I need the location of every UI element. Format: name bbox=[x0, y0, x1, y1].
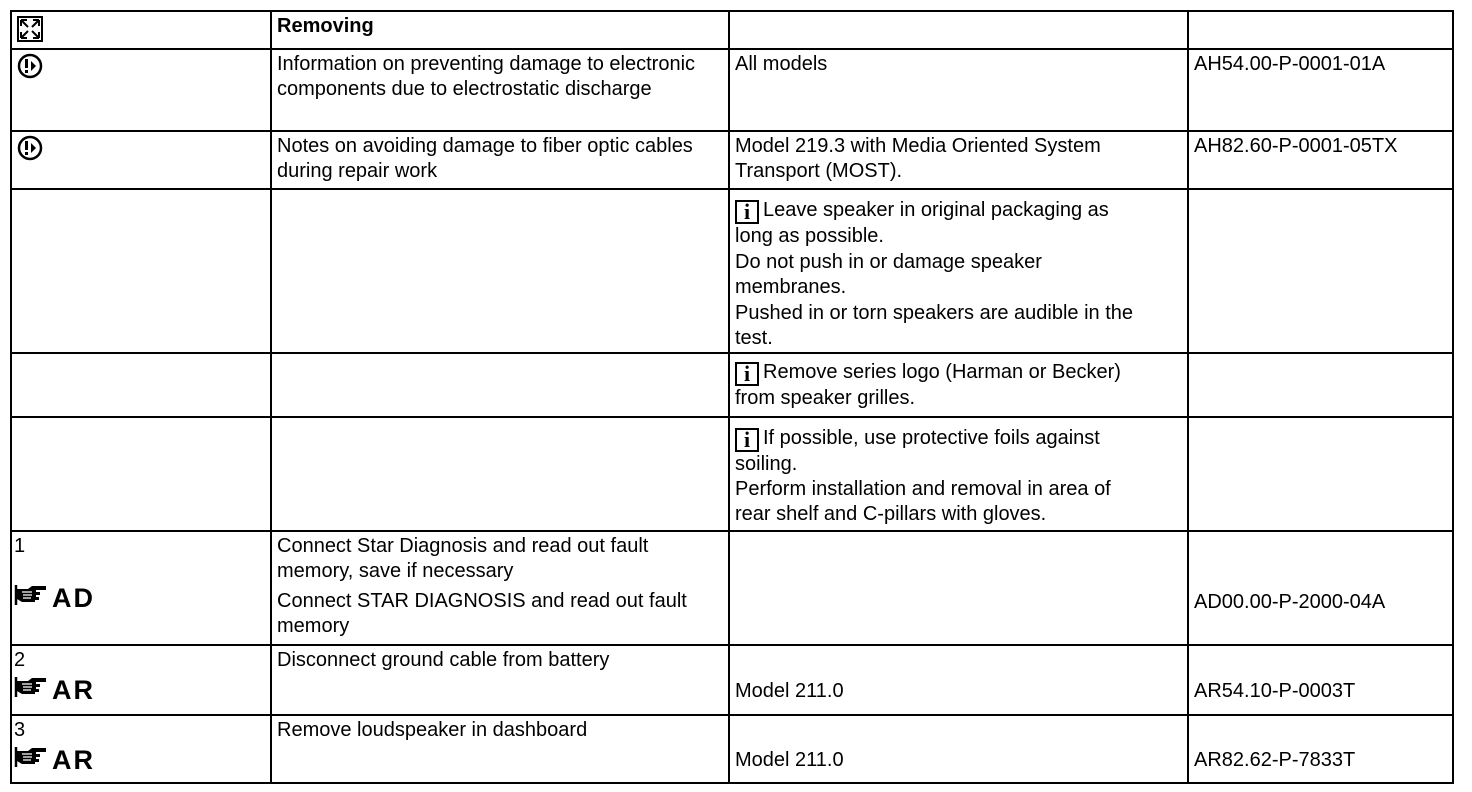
cell-applicability: Model 219.3 with Media Oriented System Transport (MOST). bbox=[730, 132, 1189, 188]
note-line bbox=[735, 360, 1182, 386]
reference-link[interactable]: AH82.60-P-0001-05TX bbox=[1189, 132, 1454, 188]
table-row bbox=[12, 12, 1454, 50]
reference-link[interactable]: AR82.62-P-7833T bbox=[1194, 749, 1356, 771]
cell-note bbox=[730, 190, 1189, 352]
reference-link[interactable]: AR54.10-P-0003T bbox=[1194, 680, 1356, 702]
table-row bbox=[12, 418, 1454, 532]
cell bbox=[12, 418, 272, 530]
cell bbox=[272, 190, 730, 352]
pointing-hand-icon bbox=[14, 581, 48, 614]
ref-marker[interactable] bbox=[14, 743, 265, 776]
ref-code: AR bbox=[52, 744, 95, 775]
info-icon: i bbox=[735, 428, 759, 452]
caution-icon bbox=[17, 135, 43, 168]
step-text: Connect Star Diagnosis and read out fault memory, save if necessary bbox=[277, 535, 649, 582]
procedure-table bbox=[10, 10, 1454, 784]
cell-description bbox=[272, 532, 730, 644]
expand-icon[interactable] bbox=[17, 16, 43, 49]
pointing-hand-icon bbox=[14, 673, 48, 706]
cell bbox=[272, 418, 730, 530]
cell bbox=[1189, 418, 1454, 530]
cell-applicability: Model 211.0 bbox=[735, 749, 844, 771]
pointing-hand-icon bbox=[14, 743, 48, 776]
cell bbox=[730, 12, 1189, 48]
cell bbox=[730, 646, 1189, 714]
note-line bbox=[735, 426, 1182, 452]
cell-description: Remove loudspeaker in dashboard bbox=[272, 716, 730, 782]
note-text: test. bbox=[735, 327, 773, 349]
info-icon: i bbox=[735, 200, 759, 224]
cell bbox=[12, 50, 272, 130]
reference-link[interactable]: AH54.00-P-0001-01A bbox=[1189, 50, 1454, 130]
cell bbox=[1189, 532, 1454, 644]
note-text: Leave speaker in original packaging as bbox=[763, 199, 1109, 221]
cell bbox=[1189, 190, 1454, 352]
cell-step bbox=[12, 532, 272, 644]
cell bbox=[12, 132, 272, 188]
note-text: soiling. bbox=[735, 453, 798, 475]
cell bbox=[730, 716, 1189, 782]
cell bbox=[1189, 12, 1454, 48]
note-text: membranes. bbox=[735, 276, 847, 298]
ref-marker[interactable] bbox=[14, 673, 265, 706]
note-text: Do not push in or damage speaker bbox=[735, 250, 1042, 273]
reference-link[interactable]: AD00.00-P-2000-04A bbox=[1194, 591, 1386, 613]
note-text: Perform installation and removal in area of bbox=[735, 478, 1111, 500]
note-text: rear shelf and C-pillars with gloves. bbox=[735, 503, 1047, 525]
cell bbox=[730, 532, 1189, 644]
cell bbox=[1189, 716, 1454, 782]
cell-step bbox=[12, 646, 272, 714]
info-icon: i bbox=[735, 362, 759, 386]
cell-applicability: Model 211.0 bbox=[735, 680, 844, 702]
ref-marker[interactable] bbox=[14, 581, 265, 614]
cell bbox=[1189, 354, 1454, 416]
cell-applicability: All models bbox=[730, 50, 1189, 130]
cell-description: Disconnect ground cable from battery bbox=[272, 646, 730, 714]
table-row bbox=[12, 132, 1454, 190]
step-text: Connect STAR DIAGNOSIS and read out fault memory bbox=[277, 590, 687, 637]
cell bbox=[12, 190, 272, 352]
note-text: Remove series logo (Harman or Becker) bbox=[763, 361, 1121, 383]
table-row bbox=[12, 646, 1454, 716]
table-row bbox=[12, 190, 1454, 354]
table-row bbox=[12, 50, 1454, 132]
ref-code: AD bbox=[52, 582, 95, 613]
cell bbox=[272, 354, 730, 416]
cell-note bbox=[730, 418, 1189, 530]
cell-step bbox=[12, 716, 272, 782]
table-row bbox=[12, 354, 1454, 418]
note-text: If possible, use protective foils against bbox=[763, 427, 1100, 449]
table-row bbox=[12, 532, 1454, 646]
note-text: Pushed in or torn speakers are audible in the bbox=[735, 301, 1134, 324]
cell bbox=[12, 12, 272, 48]
ref-code: AR bbox=[52, 674, 95, 705]
note-line bbox=[735, 198, 1182, 224]
step-number: 3 bbox=[14, 719, 26, 741]
step-number: 1 bbox=[14, 535, 26, 557]
note-text: long as possible. bbox=[735, 225, 884, 247]
cell-description: Notes on avoiding damage to fiber optic cables during repair work bbox=[272, 132, 730, 188]
table-row bbox=[12, 716, 1454, 784]
caution-icon bbox=[17, 53, 43, 86]
note-text: from speaker grilles. bbox=[735, 387, 916, 409]
cell-note bbox=[730, 354, 1189, 416]
cell bbox=[1189, 646, 1454, 714]
cell bbox=[12, 354, 272, 416]
cell-description: Information on preventing damage to electronic components due to electrostatic discharge bbox=[272, 50, 730, 130]
section-title: Removing bbox=[272, 12, 730, 48]
step-number: 2 bbox=[14, 649, 26, 671]
